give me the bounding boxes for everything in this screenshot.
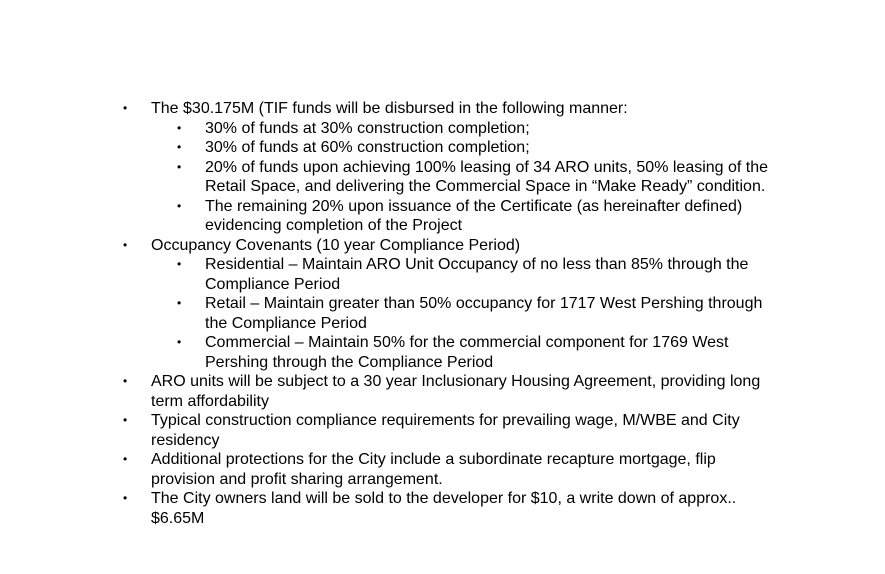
bullet-icon: • <box>177 198 182 213</box>
list-item-text: Residential – Maintain ARO Unit Occupancy of no less than 85% through the Compliance Period <box>205 256 749 293</box>
bullet-icon: • <box>177 257 182 271</box>
list-item <box>120 236 776 256</box>
list-item <box>120 99 776 119</box>
list-item-text: 30% of funds at 60% construction completion; <box>205 139 530 156</box>
bullet-icon: • <box>177 159 182 174</box>
bullet-icon: • <box>123 413 128 427</box>
list-item-text: The City owners land will be sold to the developer for $10, a write down of approx.. $6.65M <box>151 490 737 527</box>
list-item-text: 30% of funds at 30% construction completion; <box>205 119 530 137</box>
list-item-text: ARO units will be subject to a 30 year Inclusionary Housing Agreement, providing long term affordability <box>151 373 761 410</box>
bullet-icon: • <box>123 374 128 388</box>
list-item-text: Retail – Maintain greater than 50% occupancy for 1717 West Pershing through the Compliance Period <box>205 295 763 332</box>
list-item <box>120 411 776 450</box>
bullet-list <box>120 99 800 528</box>
list-item <box>120 197 775 236</box>
bullet-icon: • <box>123 101 128 115</box>
list-item <box>120 489 776 528</box>
list-item <box>120 372 776 411</box>
list-item-text: 20% of funds upon achieving 100% leasing of 34 ARO units, 50% leasing of the Retail Space, and delivering the Commercial Space in “Make Ready” condition. <box>205 158 769 195</box>
list-item-text: Occupancy Covenants (10 year Compliance Period) <box>151 236 521 254</box>
list-item-text: Additional protections for the City include a subordinate recapture mortgage, flip provision and profit sharing arrangement. <box>151 451 716 488</box>
list-item-text: Typical construction compliance requirements for prevailing wage, M/WBE and City residency <box>151 412 740 449</box>
list-item <box>120 138 775 158</box>
list-item <box>120 158 775 197</box>
list-item <box>120 333 775 372</box>
list-item <box>120 255 775 294</box>
bullet-icon: • <box>177 140 182 154</box>
bullet-icon: • <box>177 296 182 310</box>
bullet-icon: • <box>177 335 182 349</box>
bullet-icon: • <box>123 237 128 252</box>
list-item-text: The remaining 20% upon issuance of the Certificate (as hereinafter defined) evidencing completion of the Project <box>205 197 743 234</box>
list-item-text: The $30.175M (TIF funds will be disbursed in the following manner: <box>151 100 628 117</box>
list-item <box>120 450 776 489</box>
bullet-icon: • <box>123 491 128 505</box>
list-item <box>120 119 775 139</box>
bullet-icon: • <box>177 120 182 135</box>
list-item <box>120 294 775 333</box>
bullet-icon: • <box>123 452 128 466</box>
list-item-text: Commercial – Maintain 50% for the commercial component for 1769 West Pershing through the Compliance Period <box>205 334 729 371</box>
